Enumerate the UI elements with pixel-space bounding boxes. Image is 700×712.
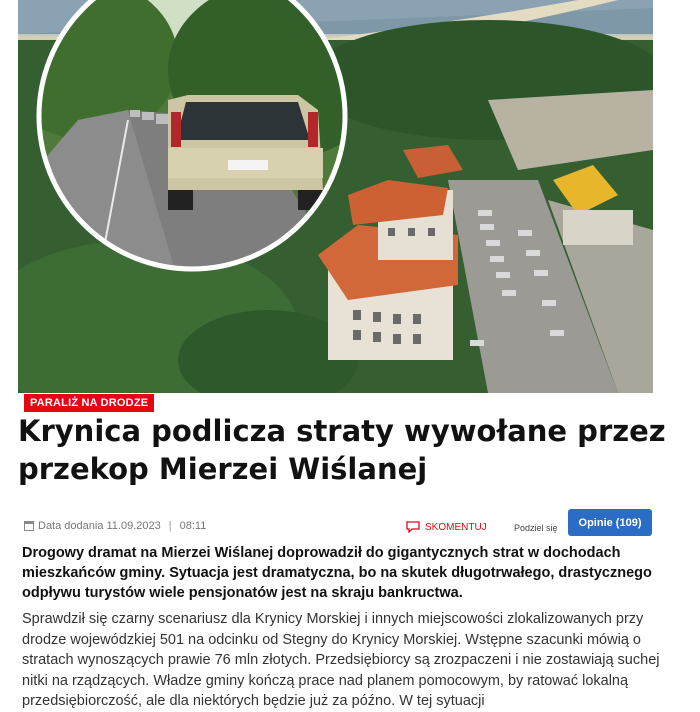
publish-time: 08:11 (179, 520, 207, 532)
opinions-button[interactable]: Opinie (109) (568, 509, 652, 536)
article-lead: Drogowy dramat na Mierzei Wiślanej doprowadził do gigantycznych strat w dochodach mieszkańców gminy. Sytuacja jest dramatyczna, bo na skutek długotrwałego, drastycznego odpływu turystów wiele pensjonatów jest na skraju bankructwa. (22, 545, 652, 601)
hero-image (18, 0, 653, 393)
aerial-town-photo (18, 0, 653, 393)
publish-date: Data dodania 11.09.2023 (38, 520, 161, 532)
share-label: Podziel się (514, 523, 558, 533)
comment-link[interactable] (406, 521, 487, 533)
category-badge[interactable]: PARALIŻ NA DRODZE (24, 394, 154, 412)
article-body: Sprawdził się czarny scenariusz dla Krynicy Morskiej i innych miejscowości zlokalizowanych przy drodze wojewódzkiej 501 na odcinku od Stegny do Krynicy Morskiej. Wstępne szacunki mówią o stratach wynoszących prawie 76 mln złotych. Przedsiębiorcy są zrozpaczeni i nie zostawiają suchej nitki na rządzących. Władze gminy kończą prace nad planem pomocowym, by ratować lokalną przedsiębiorczość, ale dla niektórych będzie już za późno. W tej sytuacji (22, 611, 660, 709)
article-meta (24, 520, 206, 532)
article-title: Krynica podlicza straty wywołane przez przekop Mierzei Wiślanej (18, 414, 666, 486)
comment-icon (406, 521, 420, 533)
calendar-icon (24, 521, 34, 531)
comment-label: SKOMENTUJ (425, 521, 487, 533)
meta-separator: | (168, 520, 172, 532)
